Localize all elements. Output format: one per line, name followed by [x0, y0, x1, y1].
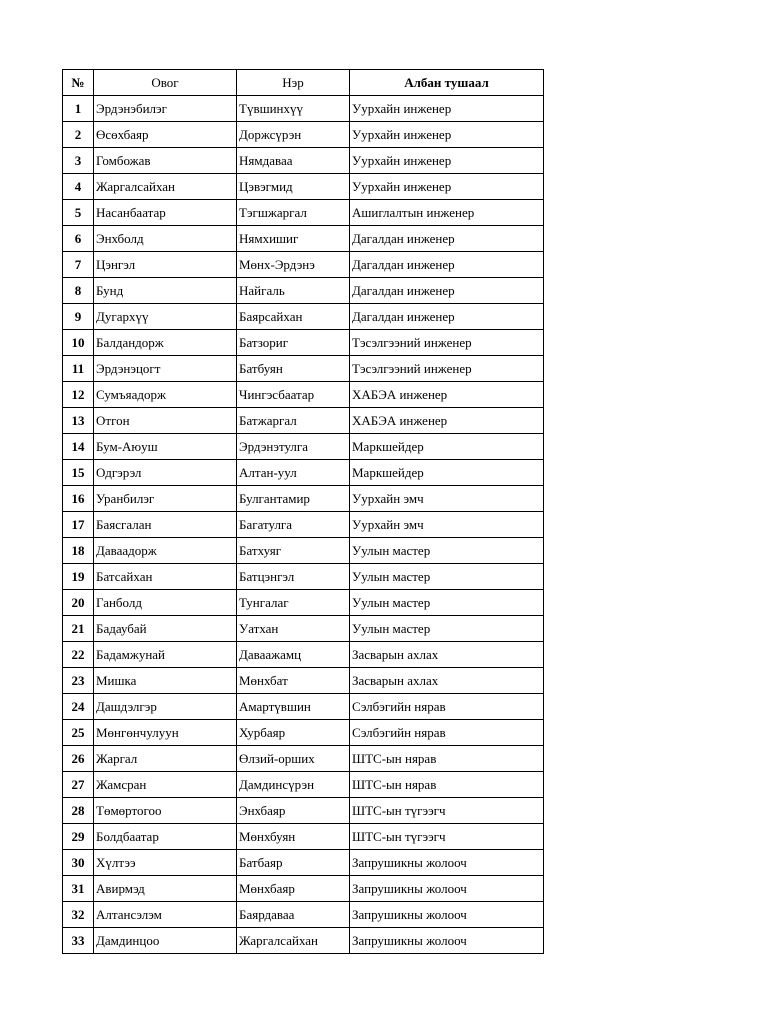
- row-position: Запрушикны жолооч: [350, 902, 544, 928]
- row-number: 28: [63, 798, 94, 824]
- table-row: [63, 642, 544, 668]
- row-number: 23: [63, 668, 94, 694]
- table-row: [63, 278, 544, 304]
- row-number: 29: [63, 824, 94, 850]
- table-row: [63, 824, 544, 850]
- row-position: Уурхайн инженер: [350, 148, 544, 174]
- table-row: [63, 382, 544, 408]
- row-position: Запрушикны жолооч: [350, 928, 544, 954]
- row-position: Сэлбэгийн нярав: [350, 694, 544, 720]
- row-position: Дагалдан инженер: [350, 226, 544, 252]
- row-number: 7: [63, 252, 94, 278]
- row-position: Засварын ахлах: [350, 642, 544, 668]
- row-position: ШТС-ын нярав: [350, 746, 544, 772]
- row-surname: Ганболд: [94, 590, 237, 616]
- table-row: [63, 902, 544, 928]
- employee-table-container: [62, 69, 544, 954]
- row-position: ХАБЭА инженер: [350, 408, 544, 434]
- row-surname: Цэнгэл: [94, 252, 237, 278]
- row-surname: Дугархүү: [94, 304, 237, 330]
- table-row: [63, 720, 544, 746]
- table-row: [63, 512, 544, 538]
- header-number: №: [63, 70, 94, 96]
- row-name: Жаргалсайхан: [237, 928, 350, 954]
- row-position: Ашиглалтын инженер: [350, 200, 544, 226]
- row-name: Мөнхбуян: [237, 824, 350, 850]
- row-name: Батцэнгэл: [237, 564, 350, 590]
- row-surname: Мишка: [94, 668, 237, 694]
- row-name: Доржсүрэн: [237, 122, 350, 148]
- row-surname: Даваадорж: [94, 538, 237, 564]
- row-name: Булгантамир: [237, 486, 350, 512]
- row-surname: Уранбилэг: [94, 486, 237, 512]
- row-surname: Сумъяадорж: [94, 382, 237, 408]
- row-number: 24: [63, 694, 94, 720]
- table-row: [63, 226, 544, 252]
- row-number: 22: [63, 642, 94, 668]
- row-number: 2: [63, 122, 94, 148]
- row-name: Чингэсбаатар: [237, 382, 350, 408]
- table-body: [63, 96, 544, 954]
- row-position: Уурхайн инженер: [350, 174, 544, 200]
- table-row: [63, 668, 544, 694]
- row-surname: Болдбаатар: [94, 824, 237, 850]
- row-name: Нямдаваа: [237, 148, 350, 174]
- row-position: ШТС-ын түгээгч: [350, 824, 544, 850]
- row-name: Алтан-уул: [237, 460, 350, 486]
- row-position: Уулын мастер: [350, 590, 544, 616]
- row-position: Засварын ахлах: [350, 668, 544, 694]
- table-row: [63, 772, 544, 798]
- row-surname: Авирмэд: [94, 876, 237, 902]
- row-name: Мөнх-Эрдэнэ: [237, 252, 350, 278]
- row-number: 15: [63, 460, 94, 486]
- row-position: Уурхайн эмч: [350, 512, 544, 538]
- row-position: Сэлбэгийн нярав: [350, 720, 544, 746]
- table-row: [63, 460, 544, 486]
- row-number: 5: [63, 200, 94, 226]
- row-position: Запрушикны жолооч: [350, 850, 544, 876]
- table-row: [63, 434, 544, 460]
- table-row: [63, 408, 544, 434]
- row-surname: Хүлтээ: [94, 850, 237, 876]
- row-position: ХАБЭА инженер: [350, 382, 544, 408]
- row-surname: Бадамжунай: [94, 642, 237, 668]
- row-number: 33: [63, 928, 94, 954]
- row-number: 31: [63, 876, 94, 902]
- row-name: Батзориг: [237, 330, 350, 356]
- row-name: Эрдэнэтулга: [237, 434, 350, 460]
- row-position: Дагалдан инженер: [350, 252, 544, 278]
- row-surname: Баясгалан: [94, 512, 237, 538]
- header-name: Нэр: [237, 70, 350, 96]
- row-name: Батжаргал: [237, 408, 350, 434]
- table-row: [63, 356, 544, 382]
- row-number: 3: [63, 148, 94, 174]
- row-number: 32: [63, 902, 94, 928]
- row-number: 27: [63, 772, 94, 798]
- table-row: [63, 538, 544, 564]
- table-row: [63, 798, 544, 824]
- row-surname: Гомбожав: [94, 148, 237, 174]
- row-surname: Жаргал: [94, 746, 237, 772]
- row-position: Уулын мастер: [350, 538, 544, 564]
- row-surname: Дашдэлгэр: [94, 694, 237, 720]
- table-row: [63, 252, 544, 278]
- row-name: Хурбаяр: [237, 720, 350, 746]
- row-name: Тунгалаг: [237, 590, 350, 616]
- row-name: Мөнхбат: [237, 668, 350, 694]
- row-surname: Эрдэнэбилэг: [94, 96, 237, 122]
- row-surname: Энхболд: [94, 226, 237, 252]
- row-number: 8: [63, 278, 94, 304]
- row-surname: Төмөртогоо: [94, 798, 237, 824]
- row-position: Уулын мастер: [350, 564, 544, 590]
- row-surname: Жаргалсайхан: [94, 174, 237, 200]
- row-name: Өлзий-орших: [237, 746, 350, 772]
- table-row: [63, 122, 544, 148]
- table-row: [63, 200, 544, 226]
- table-row: [63, 486, 544, 512]
- row-position: Тэсэлгээний инженер: [350, 356, 544, 382]
- table-row: [63, 96, 544, 122]
- row-number: 25: [63, 720, 94, 746]
- row-name: Баярдаваа: [237, 902, 350, 928]
- row-number: 13: [63, 408, 94, 434]
- table-row: [63, 304, 544, 330]
- row-surname: Алтансэлэм: [94, 902, 237, 928]
- row-number: 14: [63, 434, 94, 460]
- table-header-row: [63, 70, 544, 96]
- row-name: Батхуяг: [237, 538, 350, 564]
- row-number: 18: [63, 538, 94, 564]
- header-position: Албан тушаал: [350, 70, 544, 96]
- row-surname: Жамсран: [94, 772, 237, 798]
- row-position: Уурхайн инженер: [350, 96, 544, 122]
- row-surname: Эрдэнэцогт: [94, 356, 237, 382]
- row-name: Уатхан: [237, 616, 350, 642]
- row-position: Маркшейдер: [350, 460, 544, 486]
- row-name: Даваажамц: [237, 642, 350, 668]
- row-number: 1: [63, 96, 94, 122]
- table-row: [63, 616, 544, 642]
- row-surname: Батсайхан: [94, 564, 237, 590]
- row-name: Энхбаяр: [237, 798, 350, 824]
- row-number: 17: [63, 512, 94, 538]
- table-row: [63, 850, 544, 876]
- row-name: Цэвэгмид: [237, 174, 350, 200]
- row-position: ШТС-ын нярав: [350, 772, 544, 798]
- row-number: 19: [63, 564, 94, 590]
- row-name: Багатулга: [237, 512, 350, 538]
- table-row: [63, 694, 544, 720]
- row-position: Уурхайн инженер: [350, 122, 544, 148]
- row-name: Батбаяр: [237, 850, 350, 876]
- row-number: 16: [63, 486, 94, 512]
- row-surname: Балдандорж: [94, 330, 237, 356]
- row-position: Уурхайн эмч: [350, 486, 544, 512]
- employee-table: [62, 69, 544, 954]
- row-name: Түвшинхүү: [237, 96, 350, 122]
- table-row: [63, 876, 544, 902]
- row-surname: Одгэрэл: [94, 460, 237, 486]
- row-surname: Мөнгөнчулуун: [94, 720, 237, 746]
- row-position: Тэсэлгээний инженер: [350, 330, 544, 356]
- row-name: Мөнхбаяр: [237, 876, 350, 902]
- row-surname: Отгон: [94, 408, 237, 434]
- table-row: [63, 174, 544, 200]
- table-row: [63, 148, 544, 174]
- row-number: 12: [63, 382, 94, 408]
- row-name: Найгаль: [237, 278, 350, 304]
- row-surname: Өсөхбаяр: [94, 122, 237, 148]
- row-name: Батбуян: [237, 356, 350, 382]
- row-number: 9: [63, 304, 94, 330]
- row-position: Запрушикны жолооч: [350, 876, 544, 902]
- table-row: [63, 330, 544, 356]
- row-position: Дагалдан инженер: [350, 278, 544, 304]
- row-number: 11: [63, 356, 94, 382]
- table-row: [63, 590, 544, 616]
- table-row: [63, 928, 544, 954]
- row-position: Уулын мастер: [350, 616, 544, 642]
- row-number: 26: [63, 746, 94, 772]
- table-row: [63, 564, 544, 590]
- row-surname: Бум-Аюуш: [94, 434, 237, 460]
- row-number: 6: [63, 226, 94, 252]
- row-number: 4: [63, 174, 94, 200]
- header-surname: Овог: [94, 70, 237, 96]
- row-name: Баярсайхан: [237, 304, 350, 330]
- row-number: 21: [63, 616, 94, 642]
- row-number: 30: [63, 850, 94, 876]
- row-surname: Насанбаатар: [94, 200, 237, 226]
- row-name: Амартүвшин: [237, 694, 350, 720]
- row-position: Маркшейдер: [350, 434, 544, 460]
- row-position: Дагалдан инженер: [350, 304, 544, 330]
- row-number: 10: [63, 330, 94, 356]
- row-number: 20: [63, 590, 94, 616]
- row-name: Тэгшжаргал: [237, 200, 350, 226]
- row-name: Нямхишиг: [237, 226, 350, 252]
- row-surname: Бунд: [94, 278, 237, 304]
- row-surname: Дамдинцоо: [94, 928, 237, 954]
- row-surname: Бадаубай: [94, 616, 237, 642]
- row-name: Дамдинсүрэн: [237, 772, 350, 798]
- table-row: [63, 746, 544, 772]
- row-position: ШТС-ын түгээгч: [350, 798, 544, 824]
